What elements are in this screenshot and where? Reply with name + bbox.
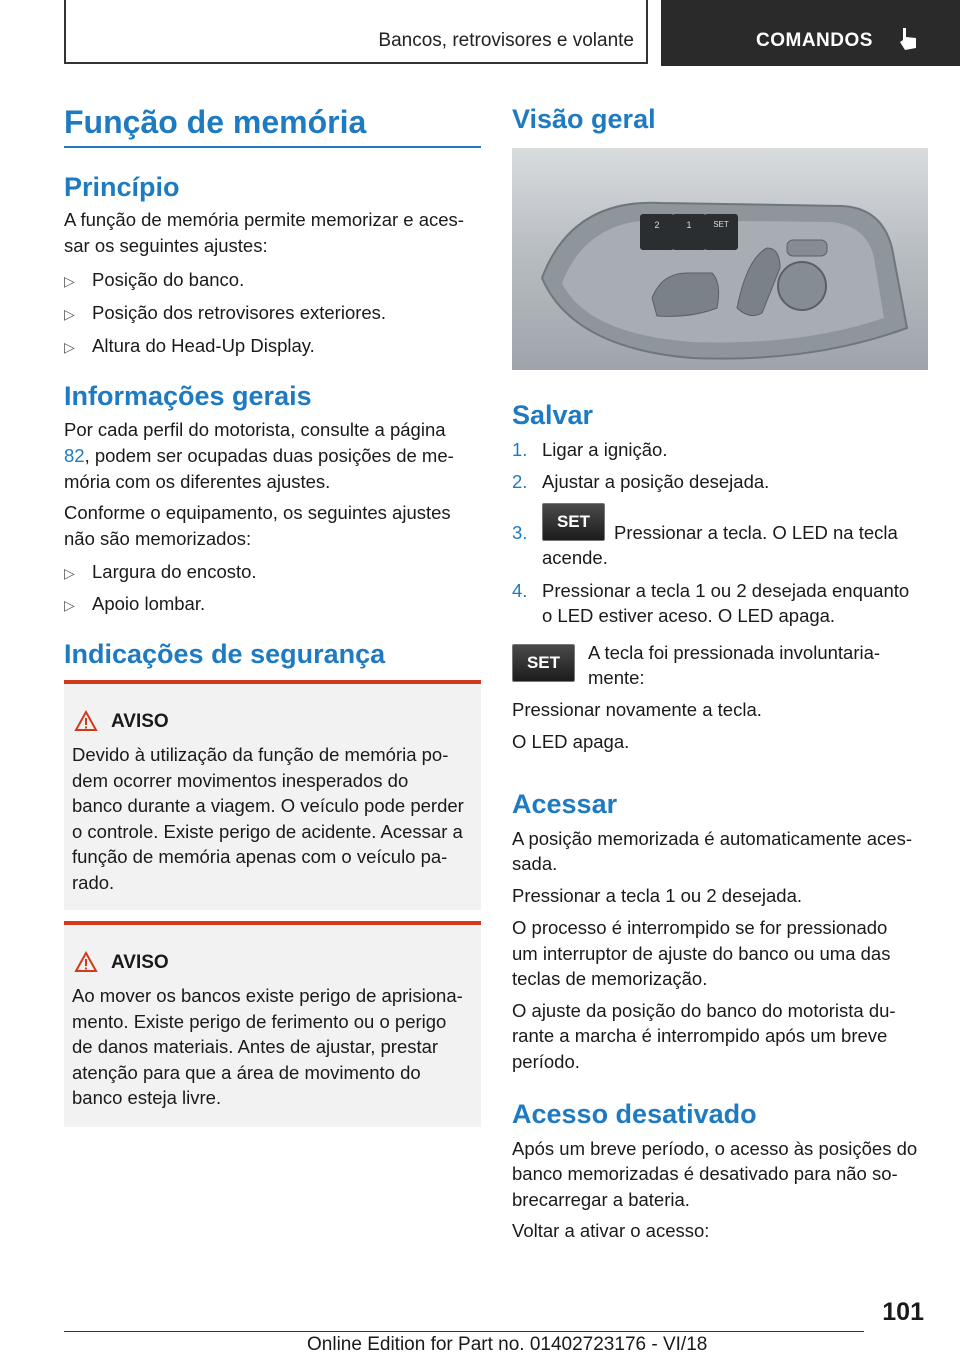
- access-disabled-heading: Acesso desativado: [512, 1099, 757, 1129]
- disabled-line: Após um breve período, o acesso às posições do: [512, 1138, 918, 1159]
- page-link[interactable]: 82: [64, 445, 85, 466]
- list-item: ▷ Largura do encosto.: [64, 559, 257, 586]
- access-line: Pressionar a tecla 1 ou 2 desejada.: [512, 885, 803, 906]
- general-para-1-line-1: Por cada perfil do motorista, consulte a página: [64, 419, 446, 440]
- triangle-bullet-icon: ▷: [64, 273, 75, 289]
- set-key-icon: SET: [542, 503, 605, 541]
- title-rule: [64, 146, 481, 148]
- note-line-2: mente:: [588, 667, 645, 688]
- triangle-bullet-icon: ▷: [64, 565, 75, 581]
- general-info-heading: Informações gerais: [64, 381, 312, 411]
- page-title: Função de memória: [64, 104, 367, 140]
- disabled-line: brecarregar a bateria.: [512, 1189, 690, 1210]
- list-item: ▷ Apoio lombar.: [64, 591, 205, 618]
- header-chapter-box: [661, 0, 960, 66]
- page-number: 101: [882, 1298, 924, 1326]
- general-para-2-line-1: Conforme o equipamento, os seguintes ajustes: [64, 502, 451, 523]
- triangle-bullet-icon: ▷: [64, 339, 75, 355]
- general-para-2-line-2: não são memorizados:: [64, 528, 252, 549]
- memory-key-2-label: 2: [654, 220, 660, 230]
- list-item: ▷ Altura do Head-Up Display.: [64, 333, 315, 360]
- warning-box-1: [64, 680, 481, 910]
- warning-label: AVISO: [111, 711, 169, 732]
- seat-panel-illustration: [512, 148, 928, 370]
- list-item: ▷ Posição do banco.: [64, 267, 244, 294]
- header-chapter-title: COMANDOS: [756, 30, 873, 51]
- header-section-box: [64, 0, 648, 64]
- warning-text-1: Devido à utilização da função de memória po- dem ocorrer movimentos inesperados do banco durante a viagem. O veículo pode perder o controle. Existe perigo de acidente. Acessar a função de memória apenas com o veículo pa- rado.: [72, 744, 464, 893]
- access-line: um interruptor de ajuste do banco ou uma das: [512, 943, 891, 964]
- header-section-title: Bancos, retrovisores e volante: [378, 30, 634, 51]
- footer-edition: Online Edition for Part no. 01402723176 - VI/18: [307, 1334, 708, 1355]
- list-item: 2. Ajustar a posição desejada.: [512, 471, 770, 492]
- disabled-line: Voltar a ativar o acesso:: [512, 1220, 710, 1241]
- step-3-text: Pressionar a tecla. O LED na tecla: [614, 522, 898, 543]
- principle-line-2: sar os seguintes ajustes:: [64, 235, 268, 256]
- safety-heading: Indicações de segurança: [64, 639, 386, 669]
- access-line: sada.: [512, 853, 558, 874]
- access-line: período.: [512, 1051, 580, 1072]
- warning-box-2: [64, 921, 481, 1127]
- list-item: 1. Ligar a ignição.: [512, 439, 668, 460]
- triangle-bullet-icon: ▷: [64, 597, 75, 613]
- led-off-text: O LED apaga.: [512, 731, 630, 752]
- general-para-1-line-2: 82, podem ser ocupadas duas posições de me-: [64, 445, 454, 466]
- list-item: 4. Pressionar a tecla 1 ou 2 desejada enquanto: [512, 580, 910, 601]
- save-heading: Salvar: [512, 400, 594, 430]
- note-line-1: A tecla foi pressionada involuntaria-: [588, 642, 881, 663]
- access-line: O processo é interrompido se for pressionado: [512, 917, 888, 938]
- access-line: O ajuste da posição do banco do motorista du-: [512, 1000, 896, 1021]
- seat-memory-controls-photo: [512, 148, 928, 370]
- access-line: rante a marcha é interrompido após um breve: [512, 1025, 888, 1046]
- footer-rule: [64, 1331, 864, 1332]
- memory-key-1-label: 1: [686, 220, 692, 230]
- access-heading: Acessar: [512, 789, 618, 819]
- triangle-bullet-icon: ▷: [64, 306, 75, 322]
- set-key-icon: SET: [512, 644, 575, 682]
- general-para-1-line-3: mória com os diferentes ajustes.: [64, 471, 331, 492]
- memory-key-set-label: SET: [713, 220, 729, 229]
- list-item: ▷ Posição dos retrovisores exteriores.: [64, 300, 386, 327]
- overview-heading: Visão geral: [512, 104, 656, 134]
- access-line: teclas de memorização.: [512, 968, 708, 989]
- warning-label: AVISO: [111, 952, 169, 973]
- access-line: A posição memorizada é automaticamente aces-: [512, 828, 913, 849]
- principle-line-1: A função de memória permite memorizar e aces-: [64, 209, 464, 230]
- step-number: 3.: [512, 522, 528, 543]
- warning-triangle-icon: [74, 951, 98, 973]
- step-3-text-2: acende.: [542, 547, 608, 568]
- disabled-line: banco memorizadas é desativado para não so-: [512, 1163, 898, 1184]
- pointing-hand-icon: [896, 26, 920, 52]
- step-4-text-2: o LED estiver aceso. O LED apaga.: [542, 605, 836, 626]
- principle-heading: Princípio: [64, 172, 180, 202]
- warning-triangle-icon: [74, 710, 98, 732]
- press-again-text: Pressionar novamente a tecla.: [512, 699, 762, 720]
- warning-text-2: Ao mover os bancos existe perigo de aprisiona- mento. Existe perigo de ferimento ou o perigo de danos materiais. Antes de ajustar, prestar atenção para que a área de movimento do banco esteja livre.: [72, 985, 463, 1108]
